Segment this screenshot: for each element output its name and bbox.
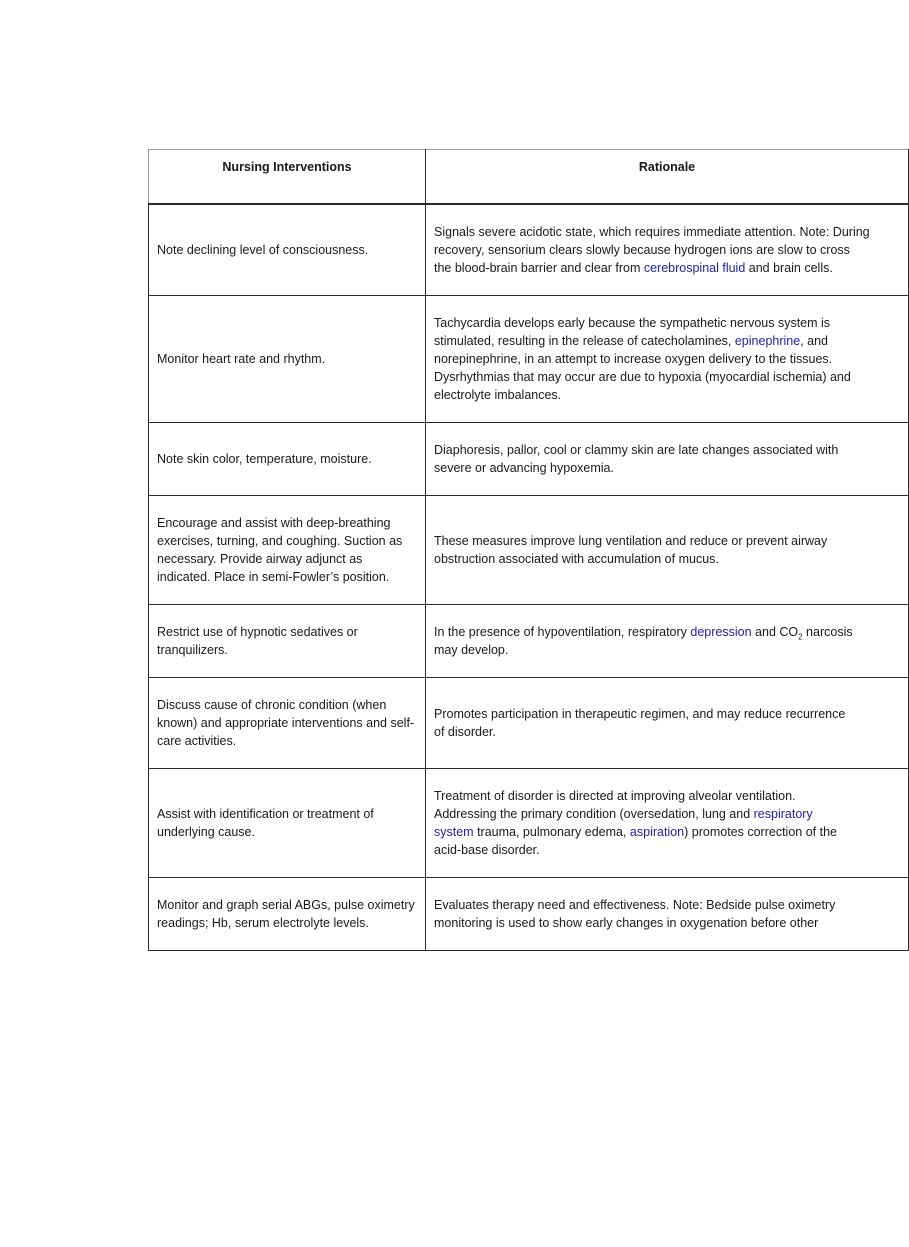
- system-link[interactable]: system: [434, 825, 474, 839]
- rationale-text: the blood-brain barrier and clear from: [434, 261, 644, 275]
- rationale-line: [434, 332, 900, 350]
- rationale-text: Addressing the primary condition (oversedation, lung and: [434, 807, 754, 821]
- rationale-line: Evaluates therapy need and effectiveness. Note: Bedside pulse oximetry: [434, 898, 836, 912]
- table-row: [149, 605, 909, 678]
- rationale-line: Diaphoresis, pallor, cool or clammy skin are late changes associated with: [434, 443, 839, 457]
- intervention-cell: Note skin color, temperature, moisture.: [149, 423, 426, 496]
- rationale-cell: [426, 878, 909, 951]
- intervention-cell: Restrict use of hypnotic sedatives or tranquilizers.: [149, 605, 426, 678]
- intervention-cell: Monitor and graph serial ABGs, pulse oximetry readings; Hb, serum electrolyte levels.: [149, 878, 426, 951]
- header-rationale: Rationale: [426, 150, 909, 205]
- rationale-line: electrolyte imbalances.: [434, 388, 562, 402]
- intervention-cell: Assist with identification or treatment of underlying cause.: [149, 769, 426, 878]
- rationale-line: Promotes participation in therapeutic regimen, and may reduce recurrence: [434, 707, 846, 721]
- subscript-2: 2: [798, 632, 803, 642]
- rationale-line: Signals severe acidotic state, which requires immediate attention. Note: During: [434, 225, 870, 239]
- respiratory-link[interactable]: respiratory: [753, 807, 813, 821]
- rationale-line: of disorder.: [434, 725, 496, 739]
- table-row: [149, 678, 909, 769]
- table-row: [149, 496, 909, 605]
- rationale-cell: [426, 496, 909, 605]
- epinephrine-link[interactable]: epinephrine: [734, 334, 801, 348]
- rationale-line: severe or advancing hypoxemia.: [434, 461, 614, 475]
- table-row: [149, 204, 909, 296]
- rationale-line: obstruction associated with accumulation of mucus.: [434, 552, 719, 566]
- rationale-text: and brain cells.: [745, 261, 833, 275]
- rationale-line: Dysrhythmias that may occur are due to hypoxia (myocardial ischemia) and: [434, 370, 851, 384]
- table-row: [149, 296, 909, 423]
- rationale-line: may develop.: [434, 643, 509, 657]
- rationale-cell: [426, 769, 909, 878]
- rationale-text: ) promotes correction of the: [684, 825, 837, 839]
- rationale-line: These measures improve lung ventilation and reduce or prevent airway: [434, 534, 828, 548]
- table-row: [149, 423, 909, 496]
- nursing-care-table: [148, 149, 909, 951]
- table-row: [149, 878, 909, 951]
- intervention-cell: Note declining level of consciousness.: [149, 204, 426, 296]
- depression-link[interactable]: depression: [690, 625, 752, 639]
- rationale-line: acid-base disorder.: [434, 843, 540, 857]
- rationale-line: monitoring is used to show early changes in oxygenation before other: [434, 916, 819, 930]
- table-row: [149, 769, 909, 878]
- rationale-text: , and: [800, 334, 829, 348]
- rationale-text: In the presence of hypoventilation, respiratory: [434, 625, 691, 639]
- rationale-line: [434, 805, 900, 823]
- rationale-text: and CO: [751, 625, 799, 639]
- rationale-line: [434, 823, 900, 841]
- cerebrospinal-fluid-link[interactable]: cerebrospinal fluid: [643, 261, 746, 275]
- rationale-line: Tachycardia develops early because the sympathetic nervous system is: [434, 316, 831, 330]
- rationale-cell: [426, 423, 909, 496]
- rationale-text: stimulated, resulting in the release of catecholamines,: [434, 334, 735, 348]
- rationale-cell: [426, 204, 909, 296]
- rationale-line: norepinephrine, in an attempt to increase oxygen delivery to the tissues.: [434, 352, 833, 366]
- intervention-cell: Monitor heart rate and rhythm.: [149, 296, 426, 423]
- rationale-text: trauma, pulmonary edema,: [473, 825, 630, 839]
- rationale-text: narcosis: [802, 625, 853, 639]
- rationale-cell: [426, 605, 909, 678]
- rationale-line: recovery, sensorium clears slowly because hydrogen ions are slow to cross: [434, 243, 850, 257]
- rationale-line: Treatment of disorder is directed at improving alveolar ventilation.: [434, 789, 796, 803]
- header-interventions: Nursing Interventions: [149, 150, 426, 205]
- rationale-line: [434, 259, 900, 277]
- rationale-cell: [426, 296, 909, 423]
- rationale-line: [434, 623, 900, 641]
- intervention-cell: Discuss cause of chronic condition (when known) and appropriate interventions and self-care activities.: [149, 678, 426, 769]
- intervention-cell: Encourage and assist with deep-breathing exercises, turning, and coughing. Suction as necessary. Provide airway adjunct as indicated. Place in semi-Fowler’s position.: [149, 496, 426, 605]
- rationale-cell: [426, 678, 909, 769]
- table-header-row: [149, 150, 909, 205]
- aspiration-link[interactable]: aspiration: [629, 825, 685, 839]
